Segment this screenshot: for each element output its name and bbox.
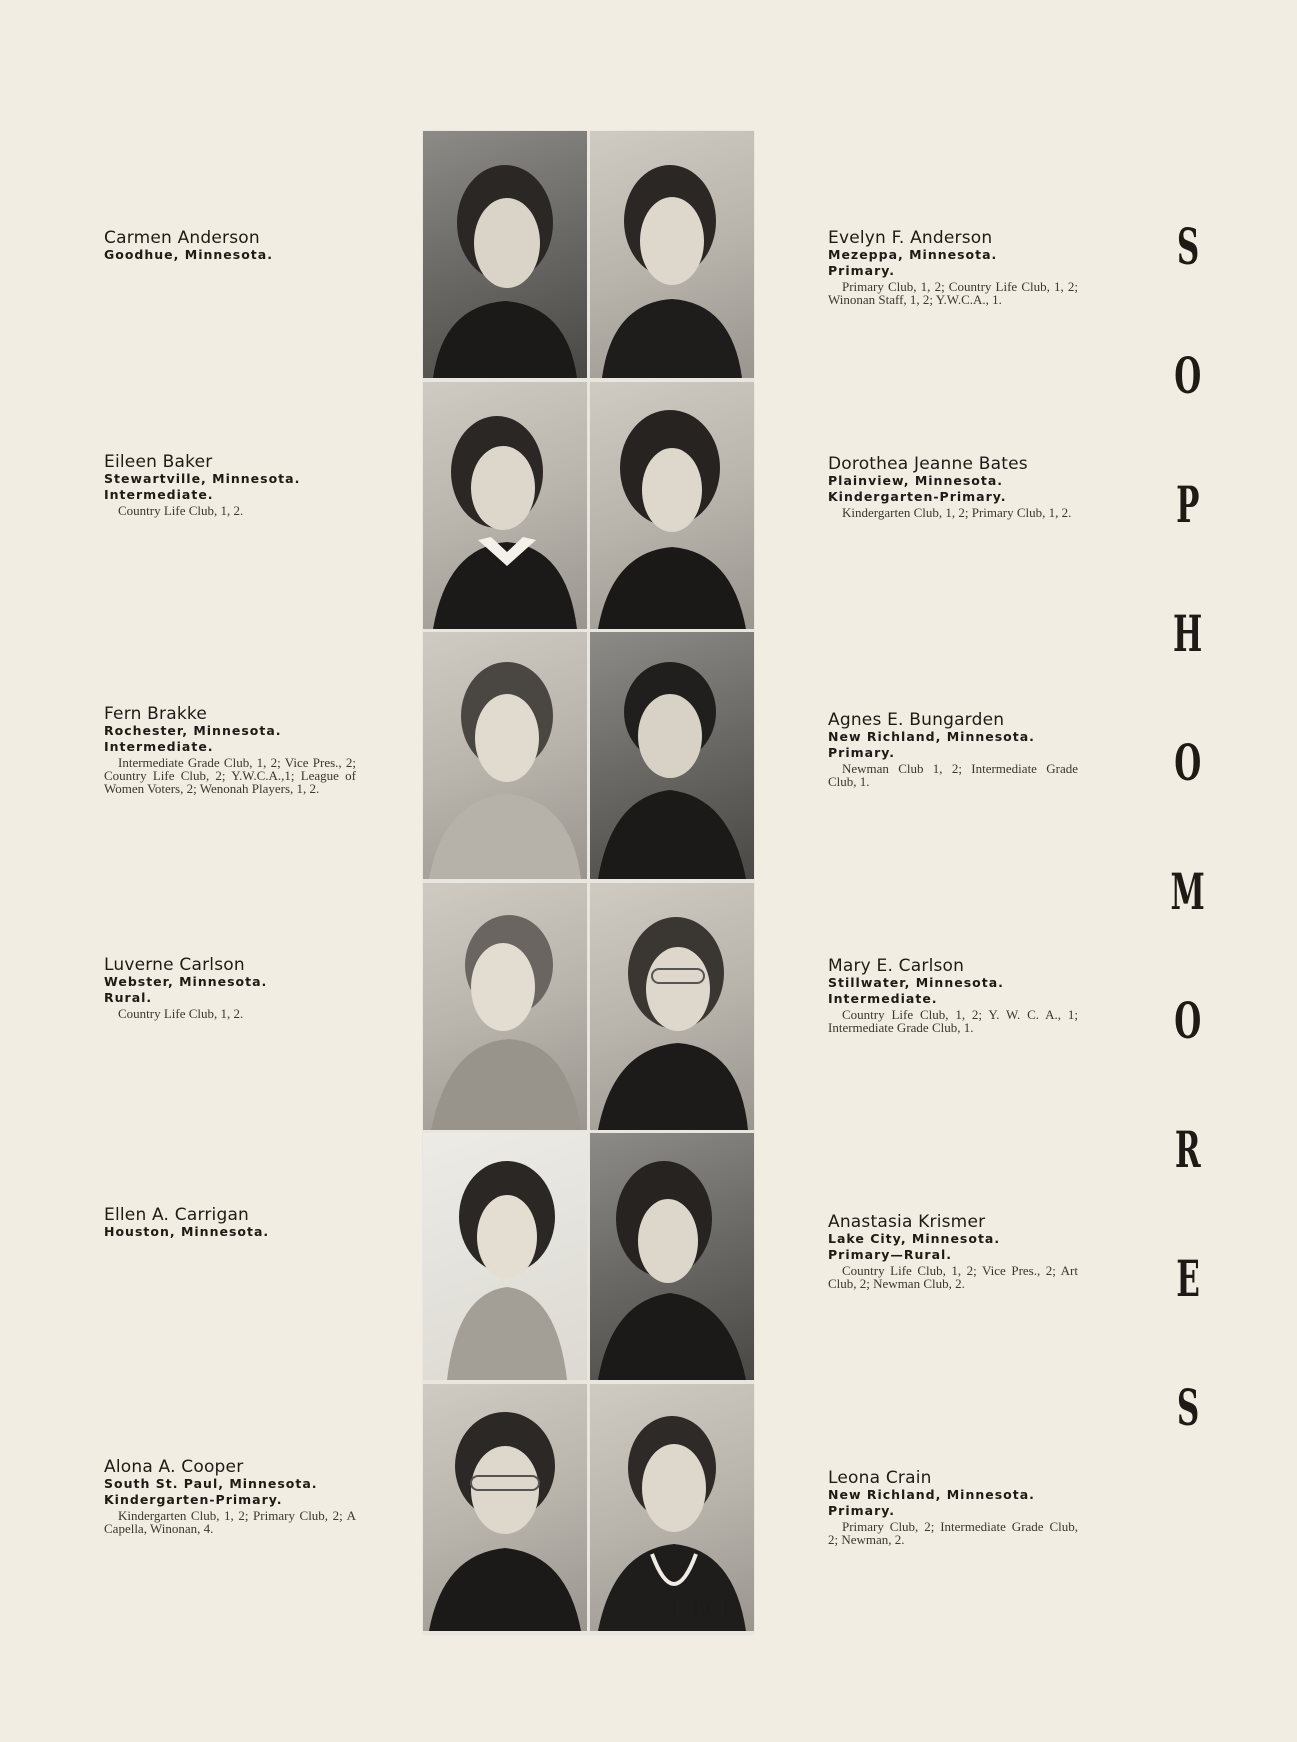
student-hometown: Plainview, Minnesota.: [828, 473, 1004, 488]
student-name: Leona Crain: [828, 1468, 932, 1488]
portrait-luverne-carlson: [423, 883, 587, 1130]
student-activities: Primary Club, 1, 2; Country Life Club, 1, 2; Winonan Staff, 1, 2; Y.W.C.A., 1.: [828, 279, 1078, 307]
student-name: Evelyn F. Anderson: [828, 228, 993, 248]
portrait-carmen-anderson: [423, 131, 587, 378]
student-course: Primary.: [828, 263, 895, 278]
student-hometown: Lake City, Minnesota.: [828, 1231, 1001, 1246]
title-letter: O: [1174, 991, 1202, 1050]
portrait-agnes-bungarden: [590, 632, 754, 879]
portrait-leona-crain: [590, 1384, 754, 1631]
student-activities: Primary Club, 2; Intermediate Grade Club, 2; Newman, 2.: [828, 1519, 1078, 1547]
entry-left-4: [104, 956, 374, 1020]
title-letter: H: [1173, 604, 1203, 663]
student-course: Intermediate.: [828, 991, 938, 1006]
title-letter: R: [1175, 1120, 1201, 1179]
student-name: Ellen A. Carrigan: [104, 1205, 250, 1225]
portrait-dorothea-bates: [590, 382, 754, 629]
student-name: Eileen Baker: [104, 452, 213, 472]
portrait-alona-cooper: [423, 1384, 587, 1631]
student-course: Intermediate.: [104, 739, 214, 754]
student-hometown: New Richland, Minnesota.: [828, 729, 1035, 744]
student-name: Mary E. Carlson: [828, 956, 965, 976]
student-course: Primary—Rural.: [828, 1247, 953, 1262]
title-letter: M: [1170, 862, 1206, 921]
entry-right-5: [828, 1213, 1078, 1290]
entry-left-6: [104, 1458, 356, 1535]
student-name: Carmen Anderson: [104, 228, 260, 248]
portrait-column: [422, 130, 755, 1635]
student-hometown: Stillwater, Minnesota.: [828, 975, 1004, 990]
student-hometown: Houston, Minnesota.: [104, 1224, 270, 1239]
section-title-sophomores: [1168, 217, 1208, 1512]
student-activities: Country Life Club, 1, 2; Vice Pres., 2; Art Club, 2; Newman Club, 2.: [828, 1263, 1078, 1291]
student-hometown: New Richland, Minnesota.: [828, 1487, 1035, 1502]
entry-right-2: [828, 455, 1078, 519]
student-course: Kindergarten-Primary.: [828, 489, 1007, 504]
student-activities: Newman Club 1, 2; Intermediate Grade Club, 1.: [828, 761, 1078, 789]
student-name: Luverne Carlson: [104, 955, 245, 975]
portrait-anastasia-krismer: [590, 1133, 754, 1380]
page-number: [ 19 ]: [672, 1598, 728, 1620]
entry-left-2: [104, 453, 374, 517]
student-hometown: Rochester, Minnesota.: [104, 723, 282, 738]
student-course: Rural.: [104, 990, 153, 1005]
portrait-fern-brakke: [423, 632, 587, 879]
student-hometown: South St. Paul, Minnesota.: [104, 1476, 318, 1491]
portrait-evelyn-anderson: [590, 131, 754, 378]
student-course: Intermediate.: [104, 487, 214, 502]
student-hometown: Stewartville, Minnesota.: [104, 471, 301, 486]
entry-right-1: [828, 229, 1078, 306]
entry-right-4: [828, 957, 1078, 1034]
student-activities: Country Life Club, 1, 2.: [118, 503, 244, 518]
student-activities: Country Life Club, 1, 2; Y. W. C. A., 1; Intermediate Grade Club, 1.: [828, 1007, 1078, 1035]
student-course: Primary.: [828, 745, 895, 760]
student-course: Kindergarten-Primary.: [104, 1492, 283, 1507]
title-letter: S: [1176, 1378, 1200, 1437]
student-course: Primary.: [828, 1503, 895, 1518]
entry-left-1: [104, 229, 374, 263]
title-letter: S: [1176, 217, 1200, 276]
student-name: Fern Brakke: [104, 704, 207, 724]
student-activities: Country Life Club, 1, 2.: [118, 1006, 244, 1021]
student-hometown: Mezeppa, Minnesota.: [828, 247, 998, 262]
student-name: Dorothea Jeanne Bates: [828, 454, 1028, 474]
entry-right-6: [828, 1469, 1078, 1546]
entry-left-5: [104, 1206, 374, 1240]
student-name: Anastasia Krismer: [828, 1212, 986, 1232]
title-letter: O: [1174, 346, 1202, 405]
student-activities: Kindergarten Club, 1, 2; Primary Club, 1, 2.: [842, 505, 1072, 520]
title-letter: P: [1176, 475, 1200, 534]
student-activities: Kindergarten Club, 1, 2; Primary Club, 2; A Capella, Winonan, 4.: [104, 1508, 356, 1536]
title-letter: O: [1174, 733, 1202, 792]
student-hometown: Webster, Minnesota.: [104, 974, 268, 989]
entry-right-3: [828, 711, 1078, 788]
entry-left-3: [104, 705, 356, 795]
portrait-eileen-baker: [423, 382, 587, 629]
student-name: Agnes E. Bungarden: [828, 710, 1005, 730]
portrait-mary-carlson: [590, 883, 754, 1130]
title-letter: E: [1176, 1249, 1200, 1308]
portrait-ellen-carrigan: [423, 1133, 587, 1380]
student-name: Alona A. Cooper: [104, 1457, 244, 1477]
student-hometown: Goodhue, Minnesota.: [104, 247, 273, 262]
student-activities: Intermediate Grade Club, 1, 2; Vice Pres., 2; Country Life Club, 2; Y.W.C.A.,1; League of Women Voters, 2; Wenonah Players, 1, 2.: [104, 755, 356, 796]
